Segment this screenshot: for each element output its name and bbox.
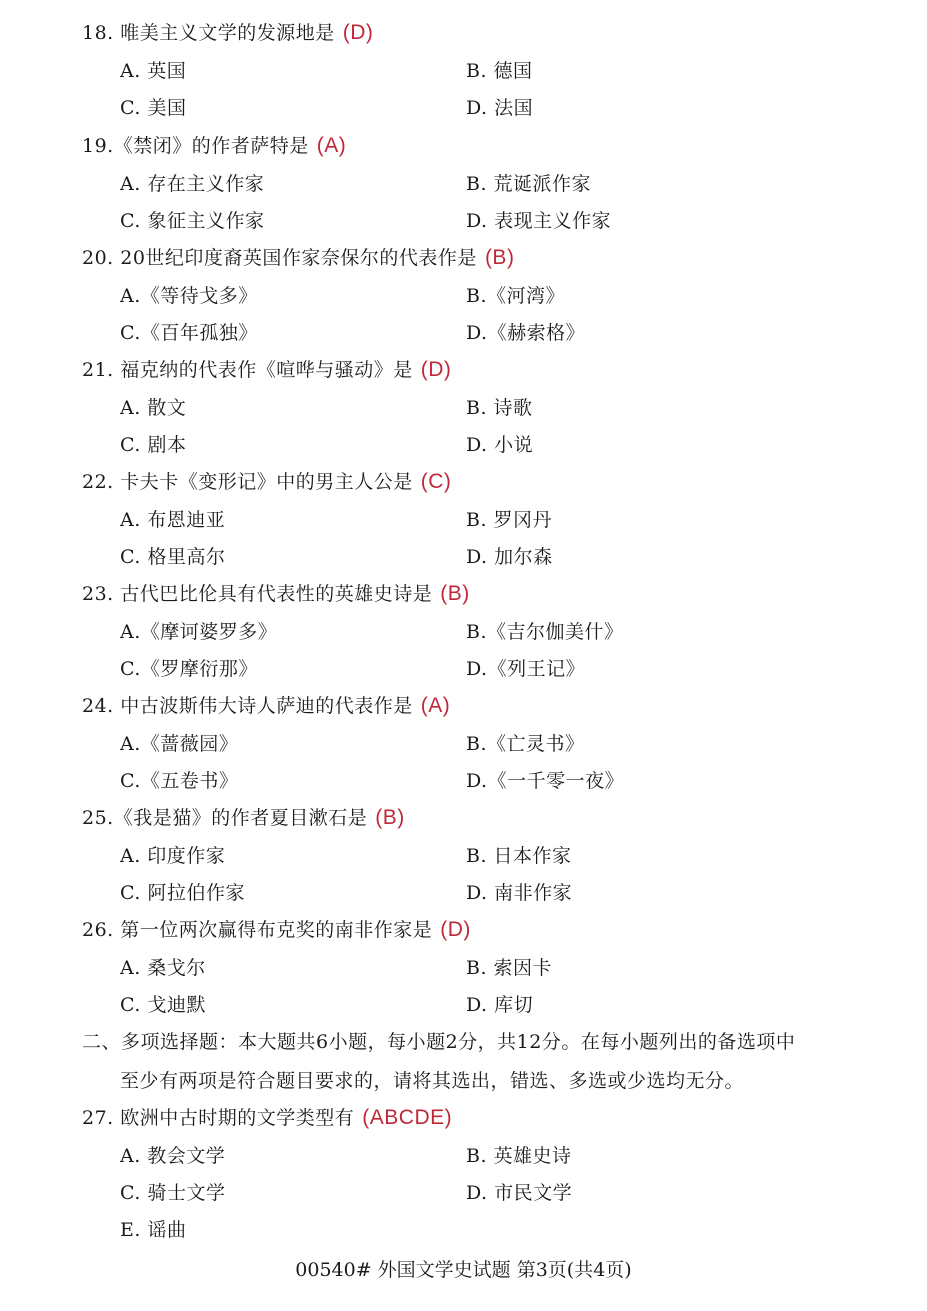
- option-b: B. 荒诞派作家: [466, 173, 592, 195]
- answer-mark: (A): [420, 694, 451, 717]
- section-heading: 二、多项选择题：本大题共6小题，每小题2分，共12分。在每小题列出的备选项中: [82, 1031, 796, 1053]
- option-c: C. 剧本: [120, 434, 187, 456]
- question-stem: 24. 中古波斯伟大诗人萨迪的代表作是: [82, 695, 413, 717]
- option-a: A. 存在主义作家: [120, 173, 265, 195]
- option-e: E. 谣曲: [120, 1219, 187, 1241]
- option-d: D. 市民文学: [466, 1182, 573, 1204]
- answer-mark: (B): [484, 246, 515, 269]
- option-b: B. 英雄史诗: [466, 1145, 572, 1167]
- option-d: D.《一千零一夜》: [466, 770, 625, 792]
- option-d: D.《列王记》: [466, 658, 586, 680]
- option-d: D. 表现主义作家: [466, 210, 612, 232]
- option-b: B. 索因卡: [466, 957, 553, 979]
- option-d: D. 法国: [466, 97, 534, 119]
- question-27: [82, 1103, 452, 1130]
- option-a: A. 散文: [120, 397, 187, 419]
- option-a: A.《摩诃婆罗多》: [120, 621, 278, 643]
- question-stem: 25.《我是猫》的作者夏目漱石是: [82, 807, 368, 829]
- option-b: B.《亡灵书》: [466, 733, 585, 755]
- option-c: C.《罗摩衍那》: [120, 658, 258, 680]
- question-stem: 21. 福克纳的代表作《喧哗与骚动》是: [82, 359, 413, 381]
- option-a: A.《等待戈多》: [120, 285, 258, 307]
- option-c: C. 阿拉伯作家: [120, 882, 245, 904]
- option-a: A. 桑戈尔: [120, 957, 206, 979]
- option-b: B. 日本作家: [466, 845, 572, 867]
- option-a: A. 印度作家: [120, 845, 226, 867]
- answer-mark: (D): [342, 21, 374, 44]
- answer-mark: (B): [375, 806, 405, 829]
- option-c: C.《五卷书》: [120, 770, 239, 792]
- option-b: B. 德国: [466, 60, 533, 82]
- option-b: B.《吉尔伽美什》: [466, 621, 624, 643]
- question-stem: 18. 唯美主义文学的发源地是: [82, 22, 335, 44]
- question-23: [82, 579, 470, 606]
- question-22: [82, 467, 451, 494]
- question-stem: 27. 欧洲中古时期的文学类型有: [82, 1107, 355, 1129]
- option-d: D. 库切: [466, 994, 534, 1016]
- question-18: [82, 18, 373, 45]
- answer-mark: (D): [420, 358, 452, 381]
- answer-mark: (C): [420, 470, 452, 493]
- option-c: C.《百年孤独》: [120, 322, 258, 344]
- answer-mark: (ABCDE): [362, 1106, 453, 1129]
- option-b: B. 罗冈丹: [466, 509, 553, 531]
- answer-mark: (A): [316, 134, 347, 157]
- option-a: A. 英国: [120, 60, 187, 82]
- question-21: [82, 355, 451, 382]
- answer-mark: (D): [440, 918, 471, 941]
- option-c: C. 格里高尔: [120, 546, 226, 568]
- option-c: C. 骑士文学: [120, 1182, 226, 1204]
- option-d: D.《赫索格》: [466, 322, 586, 344]
- question-25: [82, 803, 405, 830]
- option-c: C. 美国: [120, 97, 187, 119]
- section-instructions: 至少有两项是符合题目要求的，请将其选出，错选、多选或少选均无分。: [120, 1070, 745, 1092]
- question-19: [82, 131, 346, 158]
- question-stem: 20. 20世纪印度裔英国作家奈保尔的代表作是: [82, 247, 477, 269]
- option-b: B.《河湾》: [466, 285, 566, 307]
- option-d: D. 南非作家: [466, 882, 573, 904]
- option-d: D. 加尔森: [466, 546, 553, 568]
- answer-mark: (B): [440, 582, 470, 605]
- question-stem: 23. 古代巴比伦具有代表性的英雄史诗是: [82, 583, 433, 605]
- option-c: C. 戈迪默: [120, 994, 206, 1016]
- question-20: [82, 243, 514, 270]
- option-a: A. 教会文学: [120, 1145, 226, 1167]
- option-d: D. 小说: [466, 434, 534, 456]
- question-stem: 26. 第一位两次赢得布克奖的南非作家是: [82, 919, 433, 941]
- question-stem: 19.《禁闭》的作者萨特是: [82, 135, 309, 157]
- option-a: A. 布恩迪亚: [120, 509, 226, 531]
- question-26: [82, 915, 471, 942]
- option-b: B. 诗歌: [466, 397, 533, 419]
- question-stem: 22. 卡夫卡《变形记》中的男主人公是: [82, 471, 413, 493]
- option-c: C. 象征主义作家: [120, 210, 265, 232]
- question-24: [82, 691, 450, 718]
- page-footer: 00540# 外国文学史试题 第3页(共4页): [295, 1259, 632, 1281]
- option-a: A.《蔷薇园》: [120, 733, 239, 755]
